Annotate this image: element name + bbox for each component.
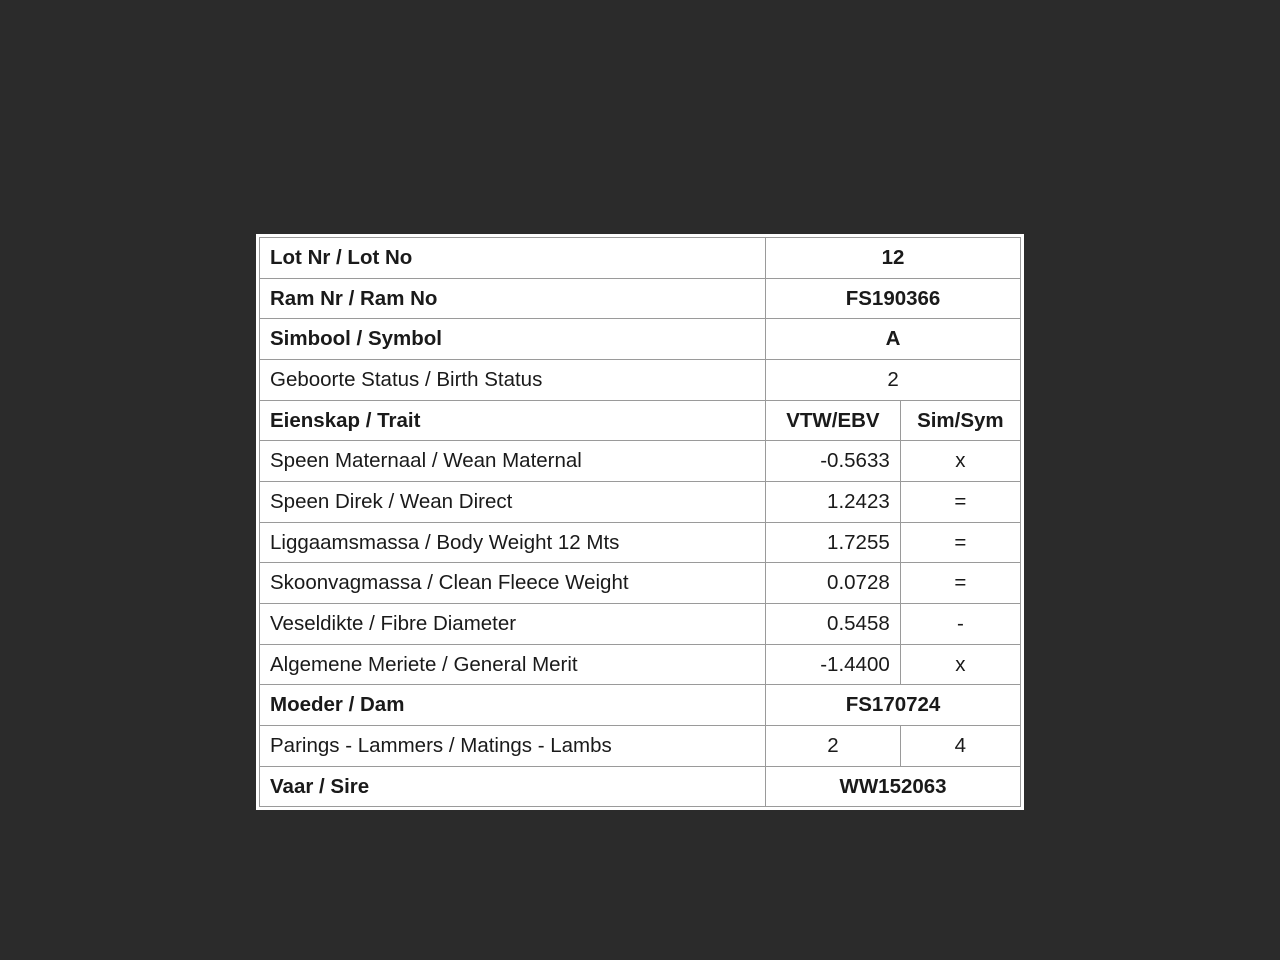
trait-sym-body-weight: = bbox=[900, 522, 1020, 563]
table-row bbox=[260, 644, 1021, 685]
column-header-trait: Eienskap / Trait bbox=[260, 400, 766, 441]
table-row bbox=[260, 604, 1021, 645]
row-label-symbol: Simbool / Symbol bbox=[260, 319, 766, 360]
table-row bbox=[260, 319, 1021, 360]
table-row bbox=[260, 685, 1021, 726]
table-row bbox=[260, 238, 1021, 279]
trait-sym-clean-fleece-weight: = bbox=[900, 563, 1020, 604]
trait-ebv-fibre-diameter: 0.5458 bbox=[766, 604, 901, 645]
trait-ebv-wean-maternal: -0.5633 bbox=[766, 441, 901, 482]
table-row bbox=[260, 278, 1021, 319]
trait-ebv-wean-direct: 1.2423 bbox=[766, 482, 901, 523]
trait-ebv-general-merit: -1.4400 bbox=[766, 644, 901, 685]
row-value-lambs: 4 bbox=[900, 726, 1020, 767]
row-value-dam: FS170724 bbox=[766, 685, 1021, 726]
row-label-birth-status: Geboorte Status / Birth Status bbox=[260, 360, 766, 401]
trait-label-body-weight: Liggaamsmassa / Body Weight 12 Mts bbox=[260, 522, 766, 563]
row-value-sire: WW152063 bbox=[766, 766, 1021, 807]
row-value-lot-no: 12 bbox=[766, 238, 1021, 279]
trait-sym-wean-maternal: x bbox=[900, 441, 1020, 482]
row-value-birth-status: 2 bbox=[766, 360, 1021, 401]
row-label-dam: Moeder / Dam bbox=[260, 685, 766, 726]
column-header-sym: Sim/Sym bbox=[900, 400, 1020, 441]
row-value-symbol: A bbox=[766, 319, 1021, 360]
table-row bbox=[260, 360, 1021, 401]
trait-label-general-merit: Algemene Meriete / General Merit bbox=[260, 644, 766, 685]
table-row bbox=[260, 726, 1021, 767]
trait-sym-fibre-diameter: - bbox=[900, 604, 1020, 645]
trait-label-clean-fleece-weight: Skoonvagmassa / Clean Fleece Weight bbox=[260, 563, 766, 604]
column-header-ebv: VTW/EBV bbox=[766, 400, 901, 441]
row-value-matings: 2 bbox=[766, 726, 901, 767]
trait-label-fibre-diameter: Veseldikte / Fibre Diameter bbox=[260, 604, 766, 645]
table-row bbox=[260, 441, 1021, 482]
row-label-matings-lambs: Parings - Lammers / Matings - Lambs bbox=[260, 726, 766, 767]
row-value-ram-no: FS190366 bbox=[766, 278, 1021, 319]
table-row bbox=[260, 482, 1021, 523]
trait-ebv-clean-fleece-weight: 0.0728 bbox=[766, 563, 901, 604]
ram-info-card bbox=[256, 234, 1024, 810]
table-row bbox=[260, 522, 1021, 563]
table-row bbox=[260, 766, 1021, 807]
trait-label-wean-direct: Speen Direk / Wean Direct bbox=[260, 482, 766, 523]
trait-sym-wean-direct: = bbox=[900, 482, 1020, 523]
row-label-sire: Vaar / Sire bbox=[260, 766, 766, 807]
trait-sym-general-merit: x bbox=[900, 644, 1020, 685]
row-label-lot-no: Lot Nr / Lot No bbox=[260, 238, 766, 279]
table-row bbox=[260, 563, 1021, 604]
table-header-row bbox=[260, 400, 1021, 441]
ram-data-table bbox=[259, 237, 1021, 807]
row-label-ram-no: Ram Nr / Ram No bbox=[260, 278, 766, 319]
trait-ebv-body-weight: 1.7255 bbox=[766, 522, 901, 563]
trait-label-wean-maternal: Speen Maternaal / Wean Maternal bbox=[260, 441, 766, 482]
